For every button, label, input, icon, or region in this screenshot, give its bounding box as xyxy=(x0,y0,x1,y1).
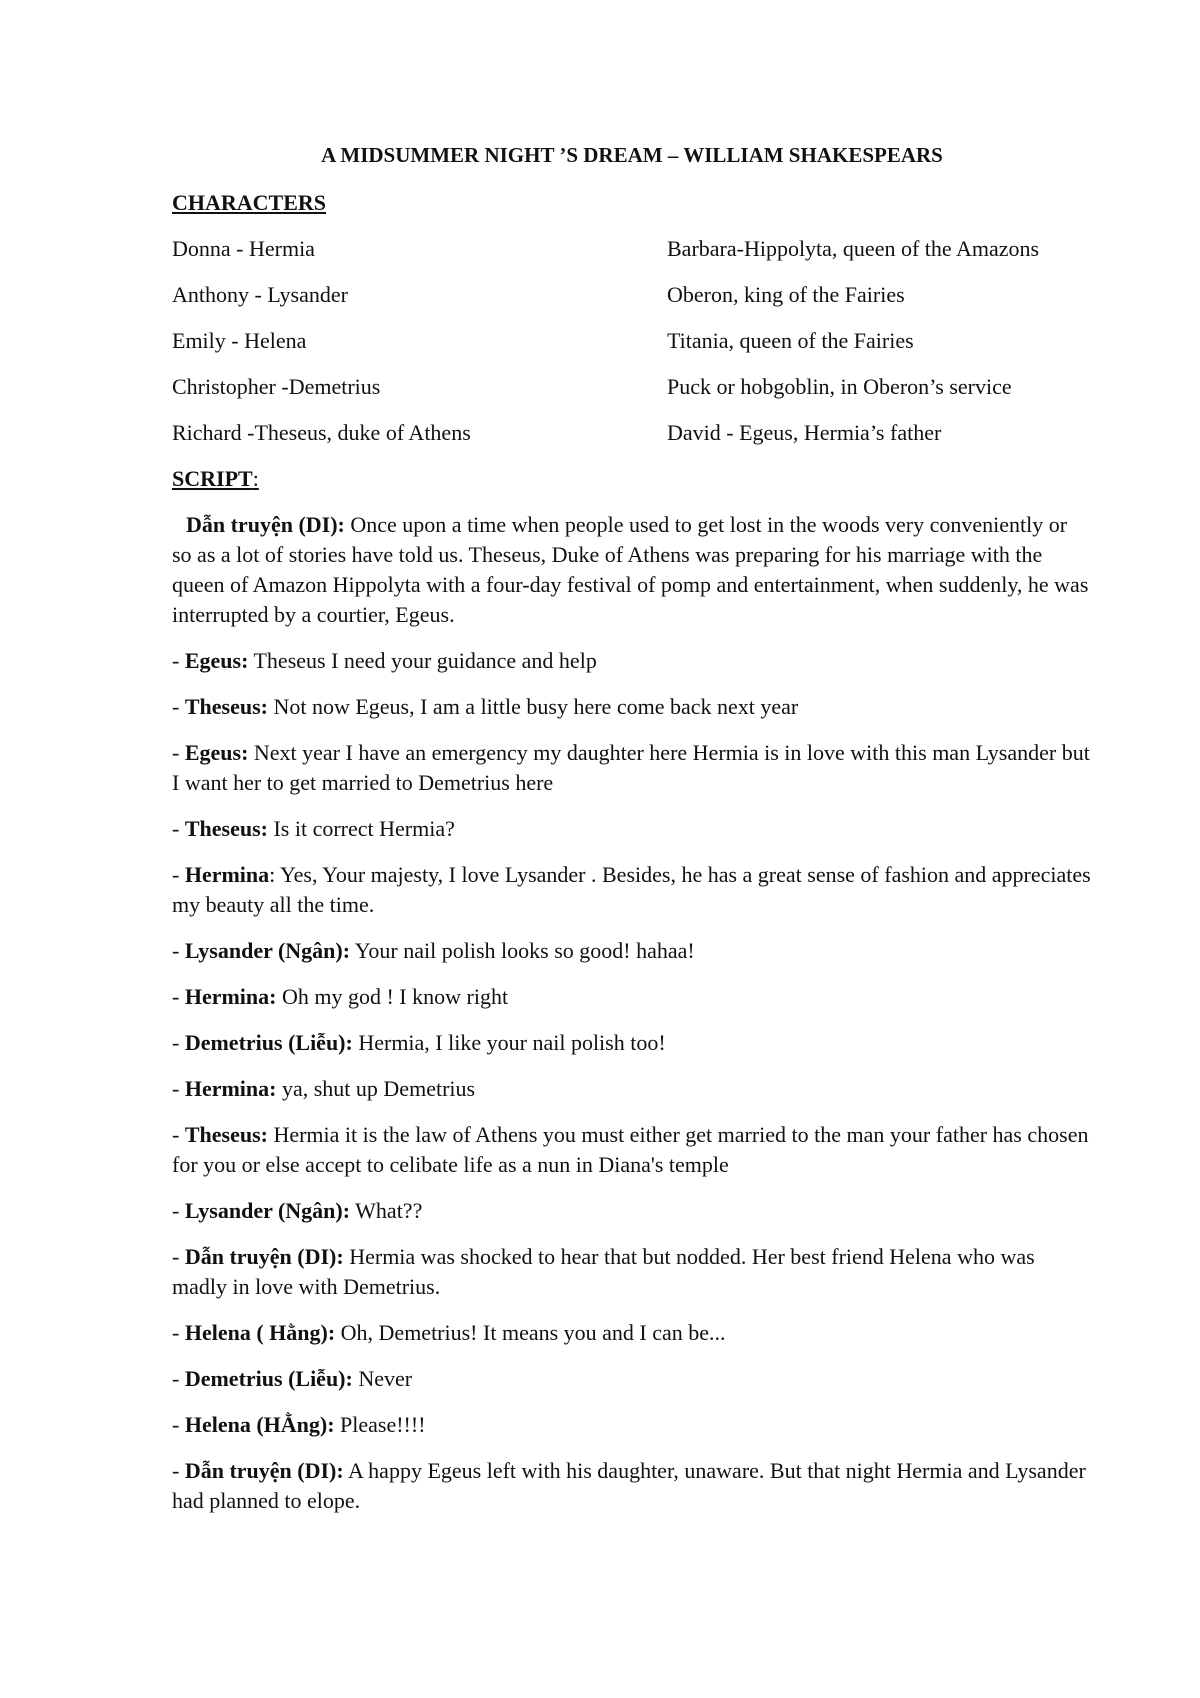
line-prefix: - xyxy=(172,1076,185,1101)
script-line xyxy=(172,738,1092,798)
speaker-name: Egeus: xyxy=(184,648,249,673)
line-prefix: - xyxy=(172,648,185,673)
line-prefix: - xyxy=(172,938,185,963)
speaker-name: Theseus: xyxy=(184,1122,268,1147)
script-line xyxy=(172,982,1092,1012)
speaker-name: Hermina xyxy=(184,862,270,887)
character-entry: Barbara-Hippolyta, queen of the Amazons xyxy=(667,236,1040,261)
line-prefix: - xyxy=(172,816,185,841)
line-prefix: - xyxy=(172,1412,185,1437)
character-entry: Titania, queen of the Fairies xyxy=(667,328,914,353)
line-text: Once upon a time when people used to get lost in the woods very conveniently or so as a lot of stories have told us. Theseus, Duke of Athens was preparing for his marriage with the queen of Amazon Hippolyta with a four-day festival of pomp and entertainment, when suddenly, he was interrupted by a courtier, Egeus. xyxy=(172,512,1089,627)
character-entry: Oberon, king of the Fairies xyxy=(667,282,905,307)
script-line xyxy=(172,1364,1092,1394)
character-entry: Richard -Theseus, duke of Athens xyxy=(172,420,471,445)
character-entry: Donna - Hermia xyxy=(172,236,315,261)
line-text: Never xyxy=(352,1366,413,1391)
character-entry: Emily - Helena xyxy=(172,328,307,353)
line-prefix: - xyxy=(172,694,185,719)
speaker-name: Dẫn truyện (DI): xyxy=(186,512,345,537)
script-line xyxy=(172,510,1092,630)
line-text: Next year I have an emergency my daughter here Hermia is in love with this man Lysander but I want her to get married to Demetrius here xyxy=(172,740,1090,795)
script-line xyxy=(172,860,1092,920)
script-line xyxy=(172,1318,1092,1348)
line-prefix: - xyxy=(172,1122,185,1147)
speaker-name: Demetrius (Liễu): xyxy=(184,1030,353,1055)
line-text: Please!!!! xyxy=(334,1412,426,1437)
character-entry: David - Egeus, Hermia’s father xyxy=(667,420,942,445)
speaker-name: Lysander (Ngân): xyxy=(184,1198,351,1223)
line-text: : Yes, Your majesty, I love Lysander . Besides, he has a great sense of fashion and appreciates my beauty all the time. xyxy=(172,862,1091,917)
line-prefix: - xyxy=(172,1030,185,1055)
script-line xyxy=(172,1120,1092,1180)
characters-heading: CHARACTERS xyxy=(172,190,327,215)
character-entry: Christopher -Demetrius xyxy=(172,374,381,399)
line-prefix: - xyxy=(172,740,185,765)
script-line xyxy=(172,1028,1092,1058)
document-page xyxy=(172,140,1092,1532)
line-prefix: - xyxy=(172,1366,185,1391)
script-heading xyxy=(172,464,1092,494)
line-prefix: - xyxy=(172,1458,185,1483)
speaker-name: Lysander (Ngân): xyxy=(184,938,351,963)
speaker-name: Dẫn truyện (DI): xyxy=(184,1458,344,1483)
speaker-name: Hermina: xyxy=(184,984,277,1009)
speaker-name: Helena ( Hằng): xyxy=(184,1320,336,1345)
characters-list xyxy=(172,234,1092,448)
character-entry: Anthony - Lysander xyxy=(172,282,348,307)
speaker-name: Helena (HẰng): xyxy=(184,1412,335,1437)
line-prefix: - xyxy=(172,1244,185,1269)
line-text: Not now Egeus, I am a little busy here come back next year xyxy=(267,694,799,719)
line-prefix: - xyxy=(172,862,185,887)
speaker-name: Demetrius (Liễu): xyxy=(184,1366,353,1391)
speaker-name: Hermina: xyxy=(184,1076,277,1101)
script-line xyxy=(172,1074,1092,1104)
line-text: Is it correct Hermia? xyxy=(267,816,455,841)
speaker-name: Theseus: xyxy=(184,816,268,841)
line-text: Oh, Demetrius! It means you and I can be... xyxy=(335,1320,726,1345)
line-prefix: - xyxy=(172,1198,185,1223)
line-text: Hermia was shocked to hear that but nodded. Her best friend Helena who was madly in love with Demetrius. xyxy=(172,1244,1035,1299)
line-text: Oh my god ! I know right xyxy=(276,984,509,1009)
line-text: Theseus I need your guidance and help xyxy=(248,648,597,673)
script-heading-colon: : xyxy=(252,466,259,491)
line-text: What?? xyxy=(350,1198,423,1223)
line-text: Hermia it is the law of Athens you must either get married to the man your father has chosen for you or else accept to celibate life as a nun in Diana's temple xyxy=(172,1122,1089,1177)
script-heading-label: SCRIPT xyxy=(172,466,253,491)
speaker-name: Theseus: xyxy=(184,694,268,719)
script-line xyxy=(172,1242,1092,1302)
script-line xyxy=(172,814,1092,844)
script-line xyxy=(172,936,1092,966)
script-line xyxy=(172,646,1092,676)
script-lines xyxy=(172,510,1092,1516)
script-line xyxy=(172,1196,1092,1226)
line-text: Hermia, I like your nail polish too! xyxy=(352,1030,666,1055)
script-line xyxy=(172,692,1092,722)
line-prefix: - xyxy=(172,984,185,1009)
line-text: ya, shut up Demetrius xyxy=(276,1076,476,1101)
script-line xyxy=(172,1410,1092,1440)
script-line xyxy=(172,1456,1092,1516)
document-title: A MIDSUMMER NIGHT ’S DREAM – WILLIAM SHAKESPEARS xyxy=(321,143,943,167)
speaker-name: Dẫn truyện (DI): xyxy=(184,1244,344,1269)
line-text: A happy Egeus left with his daughter, unaware. But that night Hermia and Lysander had planned to elope. xyxy=(172,1458,1086,1513)
character-entry: Puck or hobgoblin, in Oberon’s service xyxy=(667,374,1012,399)
speaker-name: Egeus: xyxy=(184,740,249,765)
line-prefix: - xyxy=(172,1320,185,1345)
line-text: Your nail polish looks so good! hahaa! xyxy=(350,938,695,963)
